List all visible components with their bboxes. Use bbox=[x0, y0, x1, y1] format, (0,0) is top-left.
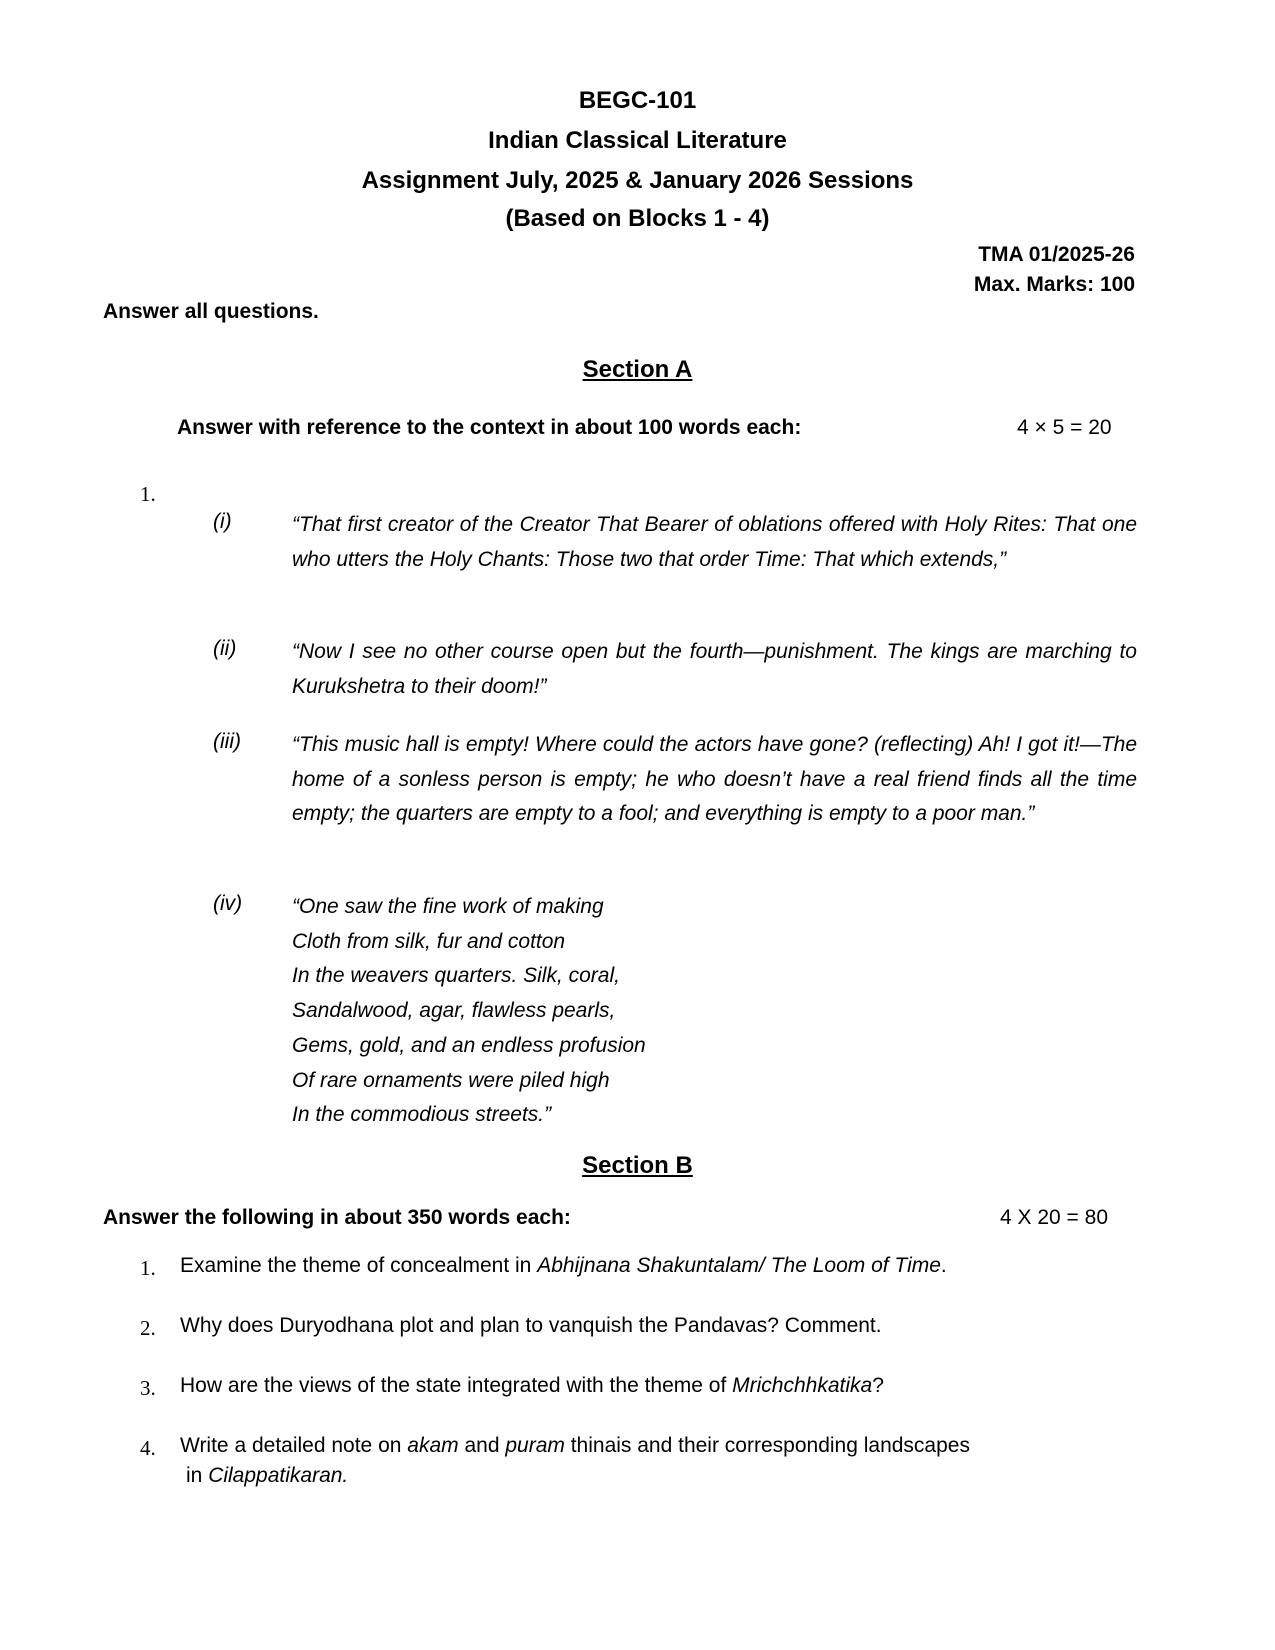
section-a-title: Section A bbox=[582, 356, 693, 383]
section-b-marks: 4 X 20 = 80 bbox=[1000, 1206, 1109, 1229]
poem-line: In the weavers quarters. Silk, coral, bbox=[292, 964, 620, 988]
poem-line: Gems, gold, and an endless profusion bbox=[292, 1033, 646, 1057]
quote-passage: “Now I see no other course open but the fourth—punishment. The kings are marching to Kurukshetra to their doom!” bbox=[292, 640, 1137, 698]
poem-line: “One saw the fine work of making bbox=[292, 895, 604, 918]
section-a-marks: 4 × 5 = 20 bbox=[1017, 416, 1112, 439]
essay-question: Write a detailed note on akam and puram thinais and their corresponding landscapes bbox=[180, 1434, 970, 1457]
course-title: Indian Classical Literature bbox=[488, 127, 787, 154]
poem-passage bbox=[292, 890, 646, 1133]
question-number: 3. bbox=[140, 1376, 156, 1400]
poem-line: In the commodious streets.” bbox=[292, 1103, 552, 1127]
question-number: 1. bbox=[140, 1256, 156, 1280]
poem-line: Cloth from silk, fur and cotton bbox=[292, 929, 566, 953]
question-number: 4. bbox=[140, 1436, 156, 1460]
essay-question: Why does Duryodhana plot and plan to vanquish the Pandavas? Comment. bbox=[180, 1314, 882, 1337]
quote-passage: “This music hall is empty! Where could the actors have gone? (reflecting) Ah! I got it!—The home of a sonless person is empty; he who doesn’t have a real friend finds all the time empty; the quarters are empty to a fool; and everything is empty to a poor man.” bbox=[292, 733, 1137, 825]
poem-line: Sandalwood, agar, flawless pearls, bbox=[292, 999, 616, 1023]
essay-question: How are the views of the state integrated with the theme of Mrichchhkatika? bbox=[180, 1374, 884, 1397]
assignment-session: Assignment July, 2025 & January 2026 Sessions bbox=[361, 167, 914, 194]
essay-question: Examine the theme of concealment in Abhijnana Shakuntalam/ The Loom of Time. bbox=[180, 1254, 947, 1277]
blocks-note: (Based on Blocks 1 - 4) bbox=[505, 205, 770, 232]
part-label: (iv) bbox=[213, 892, 243, 915]
section-a-instruction: Answer with reference to the context in about 100 words each: bbox=[177, 416, 802, 439]
general-instruction: Answer all questions. bbox=[103, 300, 319, 323]
course-code: BEGC-101 bbox=[578, 87, 697, 114]
part-label: (ii) bbox=[213, 637, 237, 660]
section-b-title: Section B bbox=[582, 1152, 693, 1179]
part-label: (i) bbox=[213, 510, 232, 533]
tma-number: TMA 01/2025-26 bbox=[978, 243, 1135, 266]
section-b-instruction: Answer the following in about 350 words each: bbox=[103, 1206, 571, 1229]
max-marks: Max. Marks: 100 bbox=[973, 273, 1135, 296]
quote-passage: “That first creator of the Creator That Bearer of oblations offered with Holy Rites: That one who utters the Holy Chants: Those two that order Time: That which extends,” bbox=[292, 513, 1137, 571]
poem-line: Of rare ornaments were piled high bbox=[292, 1068, 610, 1092]
question-number: 2. bbox=[140, 1316, 156, 1340]
question-number: 1. bbox=[140, 482, 156, 506]
essay-question-continued: in Cilappatikaran. bbox=[186, 1464, 349, 1487]
part-label: (iii) bbox=[213, 730, 241, 753]
